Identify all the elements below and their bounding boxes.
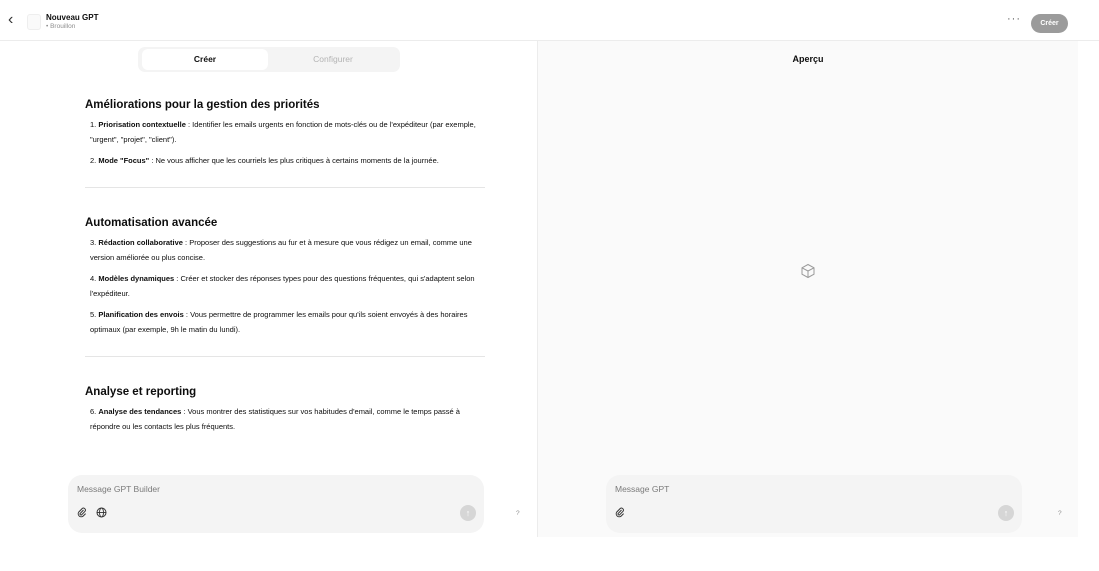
list-item	[90, 153, 485, 168]
gpt-title: Nouveau GPT	[46, 13, 99, 22]
divider	[85, 356, 485, 357]
item-text: : Proposer des suggestions au fur et à mesure que vous rédigez un email, comme une version améliorée ou plus concise.	[90, 238, 472, 262]
builder-panel	[0, 41, 537, 537]
section-heading: Automatisation avancée	[85, 217, 218, 229]
section-heading: Améliorations pour la gestion des priorités	[85, 99, 320, 111]
list-item	[90, 404, 485, 434]
gpt-avatar	[27, 14, 41, 30]
create-button[interactable]: Créer	[1031, 14, 1068, 33]
back-icon[interactable]: ‹	[8, 11, 14, 28]
list-item	[90, 271, 485, 301]
preview-panel	[537, 41, 1078, 537]
list-item	[90, 117, 485, 147]
builder-message-input[interactable]: Message GPT Builder	[77, 484, 160, 494]
preview-title: Aperçu	[792, 54, 824, 64]
item-term: Rédaction collaborative	[98, 238, 183, 247]
builder-message-composer	[68, 475, 484, 533]
paperclip-icon[interactable]	[615, 507, 625, 521]
tab-creer[interactable]: Créer	[142, 49, 268, 70]
item-number: 2.	[90, 156, 97, 165]
item-number: 5.	[90, 310, 97, 319]
item-number: 3.	[90, 238, 97, 247]
draft-status: • Brouillon	[46, 23, 76, 30]
tab-configurer[interactable]: Configurer	[313, 54, 353, 64]
mode-tabs	[138, 47, 400, 72]
item-text: : Vous montrer des statistiques sur vos habitudes d'email, comme le temps passé à répondre ou les contacts les plus fréquents.	[90, 407, 460, 431]
item-term: Mode "Focus"	[98, 156, 150, 165]
item-number: 1.	[90, 120, 97, 129]
arrow-up-icon[interactable]: ↑	[460, 505, 476, 521]
item-term: Planification des envois	[98, 310, 184, 319]
preview-message-composer	[606, 475, 1022, 533]
list-item	[90, 235, 485, 265]
item-term: Priorisation contextuelle	[98, 120, 186, 129]
item-term: Analyse des tendances	[98, 407, 182, 416]
paperclip-icon[interactable]	[77, 507, 87, 521]
divider	[85, 187, 485, 188]
item-text: : Identifier les emails urgents en fonction de mots-clés ou de l'expéditeur (par exemple, "urgent", "projet", "client").	[90, 120, 476, 144]
globe-icon[interactable]	[96, 507, 107, 521]
arrow-up-icon[interactable]: ↑	[998, 505, 1014, 521]
list-item	[90, 307, 485, 337]
item-term: Modèles dynamiques	[98, 274, 175, 283]
section-heading: Analyse et reporting	[85, 386, 197, 398]
cube-icon	[800, 263, 816, 279]
help-icon[interactable]: ?	[516, 510, 520, 517]
item-number: 4.	[90, 274, 97, 283]
item-text: : Créer et stocker des réponses types pour des questions fréquentes, qui s'adaptent selon l'expéditeur.	[90, 274, 475, 298]
help-icon[interactable]: ?	[1058, 510, 1062, 517]
more-options-button[interactable]: ···	[1007, 13, 1021, 25]
item-number: 6.	[90, 407, 97, 416]
item-text: : Ne vous afficher que les courriels les plus critiques à certains moments de la journée.	[149, 156, 439, 165]
top-bar	[0, 0, 1099, 41]
preview-message-input[interactable]: Message GPT	[615, 484, 670, 494]
item-text: : Vous permettre de programmer les emails pour qu'ils soient envoyés à des horaires optimaux (par exemple, 9h le matin du lundi).	[90, 310, 468, 334]
builder-conversation	[85, 97, 485, 440]
